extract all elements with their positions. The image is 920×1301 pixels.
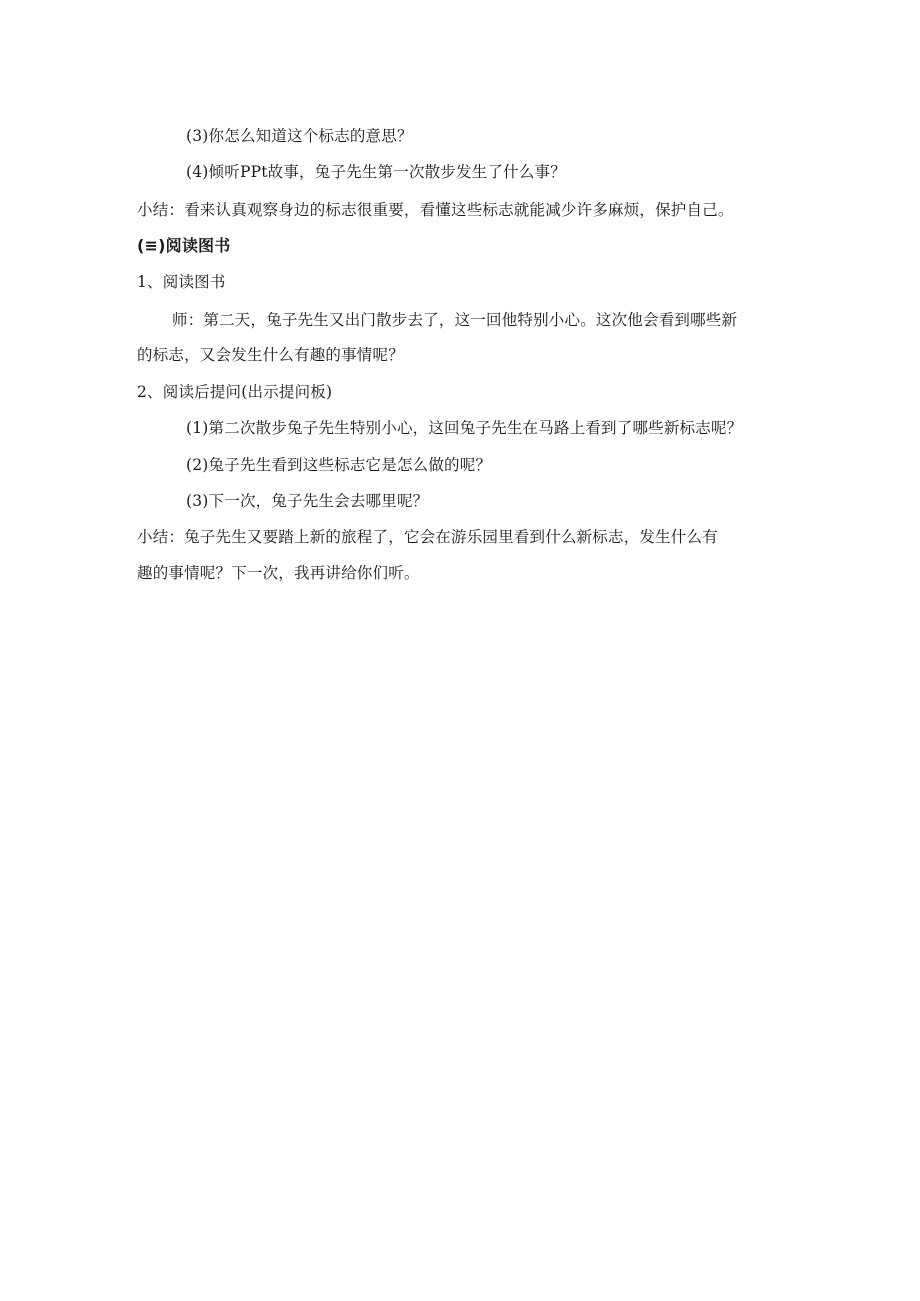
question-1-line: (1)第二次散步兔子先生特别小心，这回兔子先生在马路上看到了哪些新标志呢？ bbox=[186, 419, 743, 437]
summary-line: 小结：看来认真观察身边的标志很重要，看懂这些标志就能减少许多麻烦，保护自己。 bbox=[137, 201, 734, 219]
question-2-line: (2)兔子先生看到这些标志它是怎么做的呢？ bbox=[186, 456, 492, 474]
question-3-line: (3)你怎么知道这个标志的意思？ bbox=[186, 127, 413, 145]
step-1-line: 1、阅读图书 bbox=[137, 273, 226, 291]
question-3b-line: (3)下一次，兔子先生会去哪里呢？ bbox=[186, 492, 429, 510]
step-2-line: 2、阅读后提问(出示提问板) bbox=[137, 383, 333, 401]
section-heading: (≡)阅读图书 bbox=[137, 236, 231, 255]
final-summary-line: 小结：兔子先生又要踏上新的旅程了，它会在游乐园里看到什么新标志，发生什么有 bbox=[137, 528, 718, 546]
final-summary-line-continued: 趣的事情呢？下一次，我再讲给你们听。 bbox=[137, 564, 420, 582]
teacher-line-continued: 的标志，又会发生什么有趣的事情呢？ bbox=[137, 346, 404, 364]
teacher-line: 师：第二天，兔子先生又出门散步去了，这一回他特别小心。这次他会看到哪些新 bbox=[172, 311, 738, 329]
question-4-line: (4)倾听PPt故事，兔子先生第一次散步发生了什么事？ bbox=[186, 163, 566, 181]
